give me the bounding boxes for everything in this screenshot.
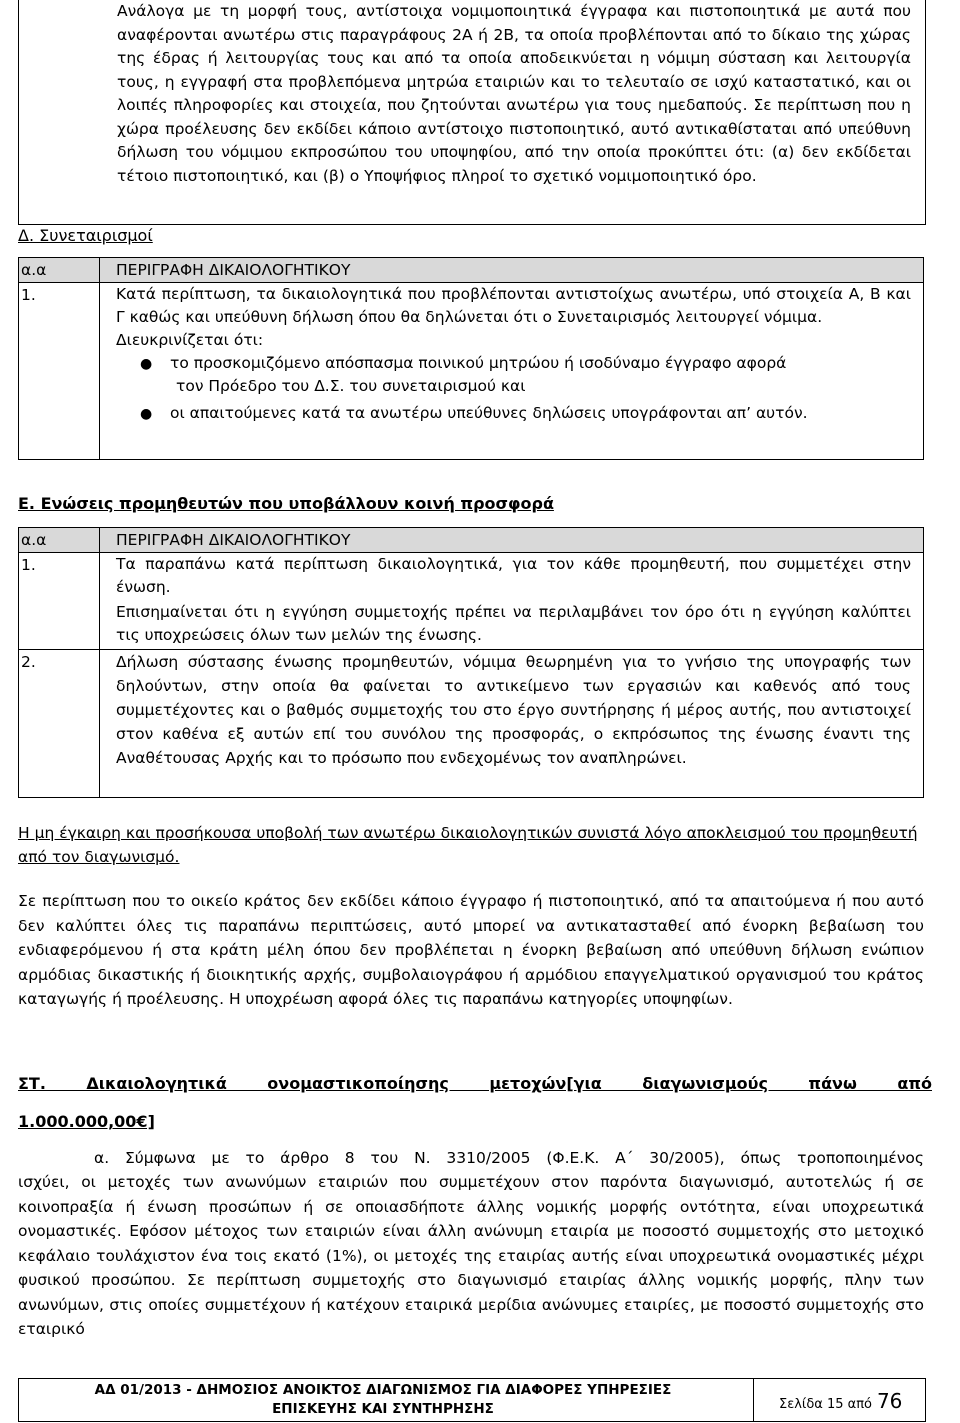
section-st-heading: ΣΤ. Δικαιολογητικά ονομαστικοποίησης μετοχών[για διαγωνισμούς πάνω από — [18, 1074, 932, 1093]
clarify-text: Διευκρινίζεται ότι: — [116, 331, 264, 349]
footer-title — [19, 1381, 747, 1419]
col-num-header: α.α — [21, 261, 47, 279]
row-number: 1. — [21, 286, 36, 304]
section-st-paragraph: ισχύει, οι μετοχές των ανωνύμων εταιριών που συμμετέχουν στον παρόντα διαγωνισμό, αυτοτελώς ή σε κοινοπραξία ή ένωση προσώπων ή σε οποιασδήποτε άλλης νομικής μορφής οντότητα, είναι υποχρεωτικά ονομαστικές. Εφόσον μέτοχος των εταιριών είναι άλλη ανώνυμη εταιρία με ποσοστό συμμετοχής στο μετοχικό κεφάλαιο τουλάχιστον ένα τοις εκατό (1%), οι μετοχές της εταιρίας αυτής είναι υποχρεωτικά ονομαστικές μέχρι φυσικού προσώπου. Σε περίπτωση συμμετοχής στο διαγωνισμό εταιρίας άλλης νομικής μορφής, πλην των ανωνύμων, στις οποίες συμμετέχουν ή κατέχουν εταιρικά μερίδια ανώνυμες εταιρίες, με ποσοστό συμμετοχής στο εταιρικό — [18, 1173, 924, 1338]
page-label: Σελίδα 15 από — [779, 1397, 873, 1412]
footer-title-line1: ΑΔ 01/2013 - ΔΗΜΟΣΙΟΣ ΑΝΟΙΚΤΟΣ ΔΙΑΓΩΝΙΣΜΟΣ ΓΙΑ ΔΙΑΦΟΡΕΣ ΥΠΗΡΕΣΙΕΣ — [94, 1382, 672, 1398]
section-st-first-line: α. Σύμφωνα με το άρθρο 8 του Ν. 3310/2005 (Φ.Ε.Κ. Α΄ 30/2005), όπως τροποποιημένος — [94, 1149, 924, 1167]
page-number — [779, 1389, 902, 1417]
row-note: Επισημαίνεται ότι η εγγύηση συμμετοχής πρέπει να περιλαμβάνει τον όρο ότι η εγγύηση καλύπτει τις υποχρεώσεις όλων των μελών της ένωσης. — [116, 603, 911, 644]
general-paragraph: Σε περίπτωση που το οικείο κράτος δεν εκδίδει κάποιο έγγραφο ή πιστοποιητικό, από τα απαιτούμενα ή που αυτό δεν καλύπτει όλες τις παραπάνω περιπτώσεις, αυτό μπορεί να αντικατασταθεί από ένορκη βεβαίωση του ενδιαφερόμενου ή στα κράτη μέλη όπου δεν προβλέπεται η ένορκη βεβαίωση από υπεύθυνη δήλωση ενώπιον αρμόδιας δικαστικής ή διοικητικής αρχής, συμβολαιογράφου ή αρμόδιου επαγγελματικού οργανισμού του κράτος καταγωγής ή προέλευσης. Η υποχρέωση αφορά όλες τις παραπάνω κατηγορίες υποψηφίων. — [18, 892, 924, 1008]
footer-box — [18, 1378, 926, 1422]
section-d-heading: Δ. Συνεταιρισμοί — [18, 226, 153, 245]
bullet-item: οι απαιτούμενες κατά τα ανωτέρω υπεύθυνες δηλώσεις υπογράφονται απ’ αυτόν. — [170, 404, 808, 422]
row-number: 2. — [21, 653, 36, 671]
col-num-header: α.α — [21, 531, 47, 549]
footer-title-line2: ΕΠΙΣΚΕΥΗΣ ΚΑΙ ΣΥΝΤΗΡΗΣΗΣ — [272, 1401, 494, 1417]
section-e-heading: Ε. Ενώσεις προμηθευτών που υποβάλλουν κοινή προσφορά — [18, 494, 554, 513]
row-description: Δήλωση σύστασης ένωσης προμηθευτών, νόμιμα θεωρημένη για το γνήσιο της υπογραφής των δηλούντων, στην οποία θα φαίνεται το αντικείμενο των εργασιών και καθενός από τους συμμετέχοντες και ο βαθμός συμμετοχής του στο έργο συντήρησης ή μέρος αυτής, που αντιστοιχεί στον καθένα εξ αυτών επί του συνόλου της προσφοράς, ο εκπρόσωπος της ένωσης έναντι της Αναθέτουσας Αρχής και το πρόσωπο που ενδεχομένως τον αναπληρώνει. — [116, 653, 911, 767]
row-description: Τα παραπάνω κατά περίπτωση δικαιολογητικά, για τον κάθε προμηθευτή, που συμμετέχει στην ένωση. — [116, 555, 911, 596]
bullet-icon: ● — [140, 406, 153, 422]
section-d-table — [18, 257, 924, 460]
bullet-icon: ● — [140, 356, 153, 372]
bullet-item-cont: τον Πρόεδρο του Δ.Σ. του συνεταιρισμού και — [176, 377, 526, 395]
warning-text: Η μη έγκαιρη και προσήκουσα υποβολή των ανωτέρω δικαιολογητικών συνιστά λόγο αποκλεισμού του προμηθευτή από τον διαγωνισμό. — [18, 824, 918, 866]
top-box-paragraph: Ανάλογα με τη μορφή τους, αντίστοιχα νομιμοποιητικά έγγραφα και πιστοποιητικά με αυτά που αναφέρονται ανωτέρω στις παραγράφους 2Α ή 2Β, τα οποία προβλέπονται από το δίκαιο της χώρας της έδρας ή λειτουργίας τους και από τα οποία αποδεικνύεται η νόμιμη σύσταση και λειτουργία τους, η εγγραφή στα προβλεπόμενα μητρώα εταιριών και το τελευταίο σε ισχύ καταστατικό, και οι λοιπές πληροφορίες και στοιχεία, που ζητούνται ανωτέρω για τους ημεδαπούς. Σε περίπτωση που η χώρα προέλευσης δεν εκδίδει κάποιο αντίστοιχο πιστοποιητικό, αυτό αντικαθίσταται από υπεύθυνη δήλωση του νόμιμου εκπροσώπου του υποψηφίου, από την οποία προκύπτει ότι: (α) δεν εκδίδεται τέτοιο πιστοποιητικό, και (β) ο Υποψήφιος πληροί το σχετικό νομιμοποιητικό όρο. — [117, 2, 911, 185]
section-st-heading-cont: 1.000.000,00€] — [18, 1112, 155, 1131]
footer-divider — [753, 1379, 754, 1421]
bullet-item: το προσκομιζόμενο απόσπασμα ποινικού μητρώου ή ισοδύναμο έγγραφο αφορά — [170, 354, 787, 372]
page-total: 76 — [876, 1389, 903, 1413]
col-desc-header: ΠΕΡΙΓΡΑΦΗ ΔΙΚΑΙΟΛΟΓΗΤΙΚΟΥ — [116, 531, 351, 549]
col-desc-header: ΠΕΡΙΓΡΑΦΗ ΔΙΚΑΙΟΛΟΓΗΤΙΚΟΥ — [116, 261, 351, 279]
bullet-list — [100, 352, 923, 436]
top-box — [18, 0, 926, 225]
section-e-table — [18, 527, 924, 798]
row-number: 1. — [21, 556, 36, 574]
row-description: Κατά περίπτωση, τα δικαιολογητικά που προβλέπονται αντιστοίχως ανωτέρω, υπό στοιχεία Α, Β και Γ καθώς και υπεύθυνη δήλωση όπου θα δηλώνεται ότι ο Συνεταιρισμός λειτουργεί νόμιμα. — [116, 285, 911, 326]
